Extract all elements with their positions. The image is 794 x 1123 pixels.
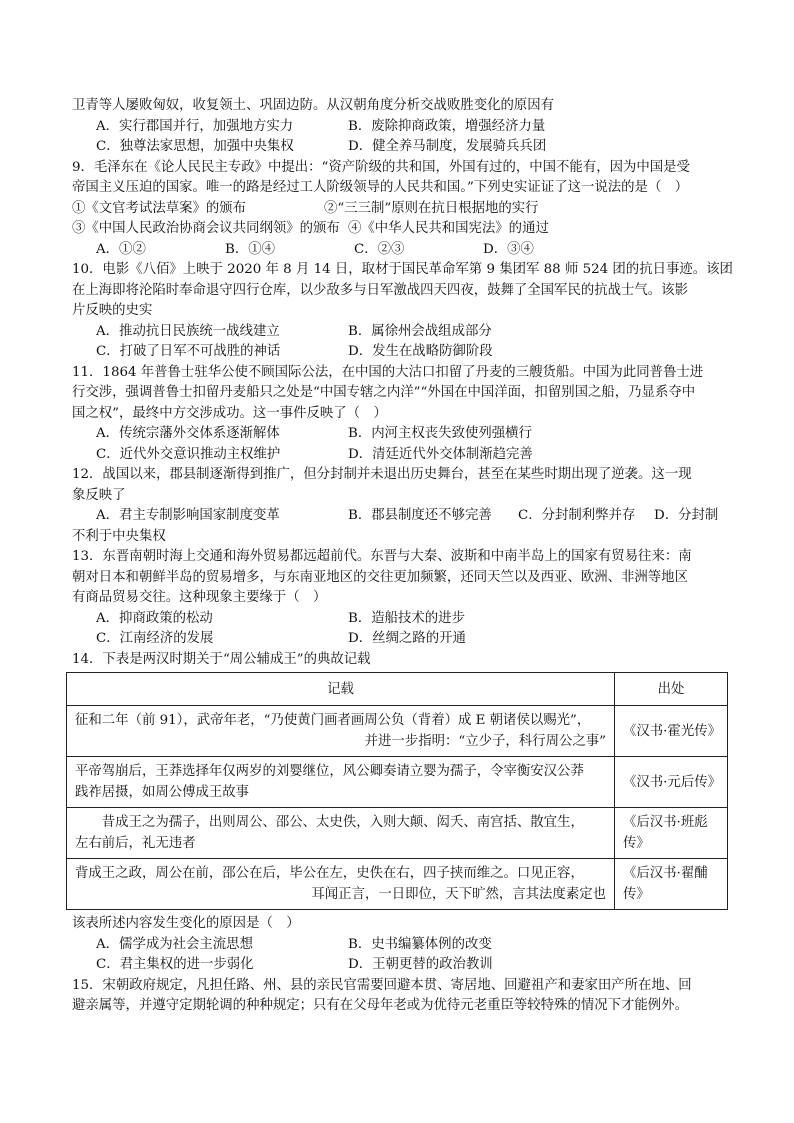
q11-option-a[interactable]: A．传统宗藩外交体系逐渐解体 [96, 426, 280, 441]
q9-option-b[interactable]: B．①④ [225, 241, 276, 257]
q9-item-2: ②“三三制”原则在抗日根据地的实行 [324, 200, 539, 216]
exam-page [72, 96, 732, 1017]
q15-stem-line1: 15．宋朝政府规定，凡担任路、州、县的亲民官需要回避本贯、寄居地、回避祖产和妻家田产所在地、回 [72, 977, 692, 993]
q13-option-c[interactable]: C．江南经济的发展 [96, 631, 214, 646]
record-cell [67, 808, 615, 859]
table-row [67, 706, 728, 757]
q8-options-row1 [72, 117, 732, 138]
q14-option-a[interactable]: A．儒学成为社会主流思想 [96, 936, 253, 952]
q14-option-c[interactable]: C．君主集权的进一步弱化 [96, 957, 254, 972]
record-text-line2: 耳闻正言，一日即位，天下旷然，言其法度素定也 [311, 887, 606, 902]
q13-options-row1 [72, 609, 732, 630]
q13-option-b[interactable]: B．造船技术的进步 [348, 610, 465, 626]
q15-stem-line2: 避亲属等，并遵守定期轮调的种种规定；只有在父母年老或为优待元老重臣等较特殊的情况下才能例外。 [72, 998, 688, 1013]
header-record: 记载 [67, 673, 615, 706]
q8-option-a[interactable]: A．实行郡国并行，加强地方实力 [96, 118, 294, 134]
q14-options-row1 [72, 935, 732, 956]
q8-options-row2 [72, 137, 732, 158]
q13-option-d[interactable]: D．丝绸之路的开通 [348, 631, 466, 646]
q9-items-row1 [72, 199, 732, 220]
q14-option-d[interactable]: D．王朝更替的政治教训 [348, 957, 493, 972]
q9-items-row2 [72, 219, 732, 240]
q10-options-row1 [72, 322, 732, 343]
q12-stem-line2: 象反映了 [72, 487, 126, 503]
q14-option-b[interactable]: B．史书编纂体例的改变 [348, 936, 492, 952]
record-cell [67, 706, 615, 757]
q13-stem-line3: 有商品贸易交往。这种现象主要缘于（ ） [72, 590, 327, 605]
q10-option-b[interactable]: B．属徐州会战组成部分 [348, 323, 492, 339]
q12-option-d[interactable]: D．分封制 [654, 508, 719, 523]
q12-option-a[interactable]: A．君主专制影响国家制度变革 [96, 508, 280, 523]
record-text-line1: 背成王之政，周公在前，邵公在后，毕公在左，史佚在右，四子挟而维之。口见正容， [75, 866, 584, 881]
record-text-line2: 并进一步指明：“立少子，科行周公之事” [364, 734, 606, 749]
table-row [67, 808, 728, 859]
table-row [67, 757, 728, 808]
q8-stem-tail: 卫青等人屡败匈奴，收复领土、巩固边防。从汉朝角度分析交战败胜变化的原因有 [72, 98, 555, 113]
q9-stem-line2: 帝国主义压迫的国家。唯一的路是经过工人阶级领导的人民共和国。”下列史实证证了这一说法的是（ ） [72, 180, 689, 195]
q11-stem-line2: 行交涉，强调普鲁士扣留丹麦船只之处是“中国专辖之内洋”“外国在中国洋面，扣留别国之船，乃显系夺中 [72, 385, 696, 400]
q11-option-b[interactable]: B．内河主权丧失致使列强横行 [348, 426, 532, 441]
q11-option-d[interactable]: D．清廷近代外交体制渐趋完善 [348, 446, 533, 462]
q9-item-1: ①《文官考试法草案》的颁布 [72, 200, 247, 216]
q9-option-c[interactable]: C．②③ [354, 241, 405, 257]
table-row [67, 859, 728, 910]
source-cell: 《汉书·霍光传》 [615, 706, 728, 757]
q14-records-table [66, 672, 728, 910]
q13-option-a[interactable]: A．抑商政策的松动 [96, 610, 213, 626]
q12-stem-line1: 12．战国以来，郡县制逐渐得到推广，但分封制并未退出历史舞台，甚至在某些时期出现了逆袭。这一现 [72, 467, 692, 482]
q13-stem-line1: 13．东晋南朝时海上交通和海外贸易都远超前代。东晋与大秦、波斯和中南半岛上的国家有贸易往来：南 [72, 549, 692, 564]
q10-stem-line2: 在上海即将沦陷时奉命退守四行仓库，以少敌多与日军激战四天四夜，鼓舞了全国军民的抗战士气。该影 [72, 282, 688, 298]
q9-option-a[interactable]: A．①② [96, 241, 146, 257]
q11-stem-line1: 11．1864 年普鲁士驻华公使不顾国际公法，在中国的大沽口扣留了丹麦的三艘货船。中国为此同普鲁士进 [72, 364, 704, 380]
record-text-line1: 昔成王之为孺子，出则周公、邵公、太史佚，入则大颠、闳夭、南宫括、散宜生， [101, 815, 584, 830]
q12-option-c[interactable]: C．分封制利弊并存 [518, 508, 636, 523]
q11-option-c[interactable]: C．近代外交意识推动主权维护 [96, 446, 281, 462]
q13-options-row2 [72, 629, 732, 650]
source-cell: 《后汉书·班彪传》 [615, 808, 728, 859]
q11-stem-line3: 国之权”，最终中方交涉成功。这一事件反映了（ ） [72, 405, 387, 421]
record-cell [67, 859, 615, 910]
q14-options-row2 [72, 955, 732, 976]
q10-options-row2 [72, 342, 732, 363]
record-text-line1: 平帝驾崩后，王莽选择年仅两岁的刘婴继位，风公卿奏请立婴为孺子，令宰衡安汉公莽 [75, 764, 584, 779]
source-cell: 《汉书·元后传》 [615, 757, 728, 808]
q11-options-row1 [72, 424, 732, 445]
q9-item-4: ④《中华人民共和国宪法》的通过 [348, 221, 549, 236]
q14-question: 该表所述内容发生变化的原因是（ ） [72, 916, 300, 931]
record-cell [67, 757, 615, 808]
source-cell: 《后汉书·翟酺传》 [615, 859, 728, 910]
q10-stem-line1: 10．电影《八佰》上映于 2020 年 8 月 14 日，取材于国民革命军第 9 集团军 88 师 524 团的抗日事迹。该团 [72, 262, 733, 277]
q10-option-c[interactable]: C．打破了日军不可战胜的神话 [96, 344, 281, 359]
table-header-row [67, 673, 728, 706]
q12-option-b[interactable]: B．郡县制度还不够完善 [348, 508, 492, 523]
q14-stem: 14．下表是两汉时期关于“周公辅成王”的典故记载 [72, 651, 371, 667]
q12-options [72, 506, 732, 527]
record-text-line1: 征和二年（前 91），武帝年老，“乃使黄门画者画周公负（背着）成 E 朝诸侯以赐光”， [75, 713, 591, 728]
q10-option-d[interactable]: D．发生在战略防御阶段 [348, 344, 493, 359]
q10-option-a[interactable]: A．推动抗日民族统一战线建立 [96, 323, 280, 339]
q11-options-row2 [72, 445, 732, 466]
q13-stem-line2: 朝对日本和朝鲜半岛的贸易增多，与东南亚地区的交往更加频繁，还同天竺以及西亚、欧洲、非洲等地区 [72, 569, 688, 585]
record-text-line2: 左右前后，礼无违者 [75, 836, 196, 851]
q9-option-d[interactable]: D．③④ [483, 241, 534, 257]
record-text-line2: 践祚居摄，如周公傅成王故事 [75, 785, 250, 800]
q9-item-3: ③《中国人民政治协商会议共同纲领》的颁布 [72, 221, 340, 236]
q8-option-d[interactable]: D．健全养马制度，发展骑兵兵团 [348, 139, 547, 154]
q8-option-c[interactable]: C．独尊法家思想，加强中央集权 [96, 139, 294, 154]
q9-options [72, 240, 732, 261]
q8-option-b[interactable]: B．废除抑商政策，增强经济力量 [348, 118, 546, 134]
q9-stem-line1: 9．毛泽东在《论人民民主专政》中提出：“资产阶级的共和国，外国有过的，中国不能有，因为中国是受 [72, 159, 690, 175]
q12-option-d-continued: 不利于中央集权 [72, 528, 166, 544]
q10-stem-line3: 片反映的史实 [72, 303, 153, 318]
header-source: 出处 [615, 673, 728, 706]
